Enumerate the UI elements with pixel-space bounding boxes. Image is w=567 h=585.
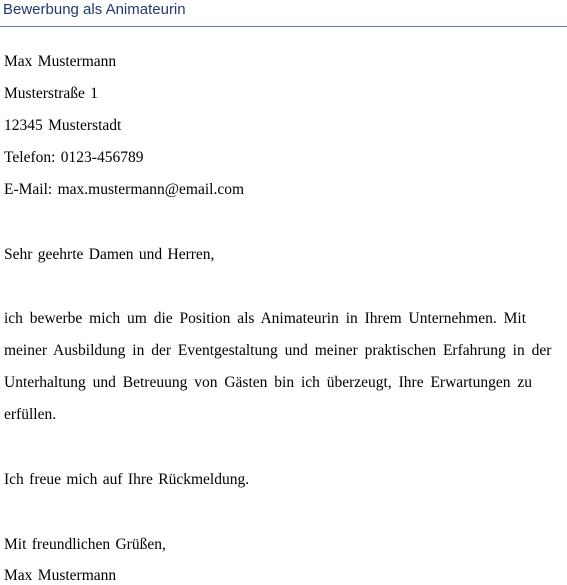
document-title: Bewerbung als Animateurin (3, 1, 186, 18)
body-line: ich bewerbe mich um die Position als Animateurin in Ihrem Unternehmen. Mit (4, 310, 527, 327)
body-line: meiner Ausbildung in der Eventgestaltung und meiner praktischen Erfahrung in der (4, 342, 552, 359)
greeting: Mit freundlichen Grüßen, (4, 536, 166, 553)
closing-remark: Ich freue mich auf Ihre Rückmeldung. (4, 471, 250, 488)
salutation: Sehr geehrte Damen und Herren, (4, 246, 215, 263)
sender-street: Musterstraße 1 (4, 85, 99, 102)
signature-name: Max Mustermann (4, 567, 117, 584)
sender-name: Max Mustermann (4, 53, 117, 70)
sender-email: E-Mail: max.mustermann@email.com (4, 181, 245, 198)
body-line: Unterhaltung und Betreuung von Gästen bin ich überzeugt, Ihre Erwartungen zu (4, 374, 532, 391)
body-line: erfüllen. (4, 406, 57, 423)
title-divider (0, 26, 567, 27)
sender-city: 12345 Musterstadt (4, 117, 122, 134)
sender-phone: Telefon: 0123-456789 (4, 149, 144, 166)
